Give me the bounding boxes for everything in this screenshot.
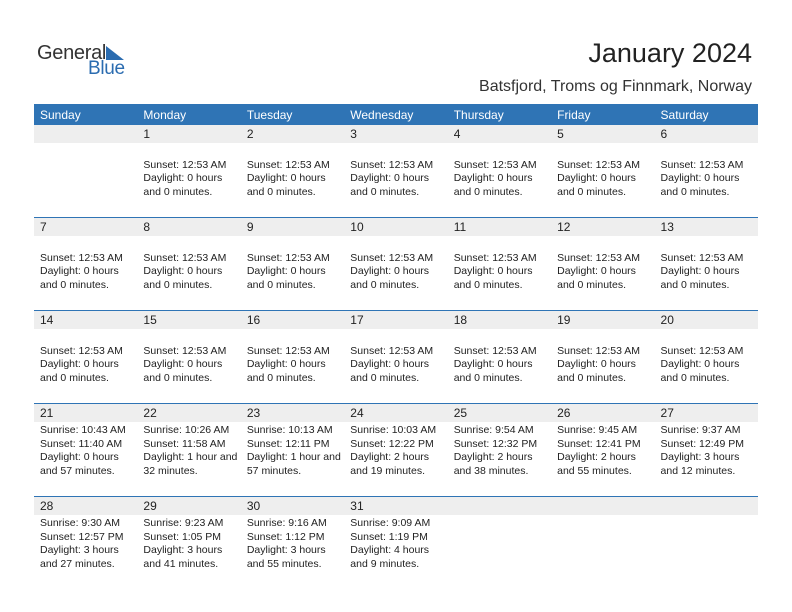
day-info-line: Sunset: 12:53 AM — [246, 158, 330, 171]
day-info-line: Daylight: 2 hours — [350, 451, 430, 463]
day-info-line: and 0 minutes. — [143, 185, 213, 198]
day-info-line: Sunset: 11:58 AM — [143, 437, 226, 450]
day-info-line: Daylight: 0 hours — [143, 172, 223, 184]
day-info-line: Sunset: 12:53 AM — [350, 251, 434, 264]
day-info-line: Sunset: 12:53 AM — [246, 344, 330, 357]
day-info-line: Daylight: 2 hours — [557, 451, 636, 463]
day-info-line: and 0 minutes. — [453, 278, 523, 291]
day-number: 17 — [344, 311, 447, 330]
day-info-line: and 0 minutes. — [143, 371, 213, 384]
day-info-line: Daylight: 0 hours — [246, 265, 326, 277]
day-info-line: Sunset: 1:05 PM — [143, 530, 222, 543]
day-info-line: Daylight: 0 hours — [40, 358, 119, 370]
day-info-line: Daylight: 0 hours — [246, 358, 326, 370]
day-number: 19 — [551, 311, 654, 330]
day-cell-details — [241, 515, 344, 573]
day-number: 10 — [344, 218, 447, 237]
day-info-line: Daylight: 0 hours — [40, 451, 119, 463]
day-info-line: and 9 minutes. — [350, 557, 420, 570]
day-number: 30 — [241, 497, 344, 516]
day-info-line — [661, 145, 758, 159]
day-info-line: Daylight: 0 hours — [557, 358, 636, 370]
day-cell-details — [551, 143, 654, 218]
weekday-header-tuesday: Tuesday — [241, 104, 344, 125]
day-info-line: Sunset: 12:53 AM — [453, 158, 537, 171]
day-number: 29 — [137, 497, 240, 516]
day-number: 4 — [448, 125, 551, 143]
day-info-line: Sunset: 12:53 AM — [660, 251, 744, 264]
day-info-line: Sunrise: 9:30 AM — [40, 517, 120, 529]
day-info-line: Sunrise: 9:09 AM — [350, 517, 431, 529]
week-day-number-row — [34, 404, 758, 423]
day-cell-details — [551, 329, 654, 404]
day-cell-details — [655, 236, 758, 311]
day-cell-details — [241, 236, 344, 311]
day-info-line: and 0 minutes. — [660, 185, 730, 198]
day-info-line: Daylight: 2 hours — [453, 451, 533, 463]
day-info-line — [143, 145, 240, 159]
day-info-line: Sunset: 12:53 AM — [453, 251, 537, 264]
day-number: 8 — [137, 218, 240, 237]
day-cell-details — [34, 515, 137, 573]
day-info-line: Daylight: 0 hours — [660, 358, 740, 370]
day-cell-details — [448, 236, 551, 311]
day-info-line: and 0 minutes. — [557, 278, 626, 291]
day-info-line: Daylight: 0 hours — [557, 265, 636, 277]
day-info-line: and 0 minutes. — [453, 185, 523, 198]
day-info-line: and 0 minutes. — [246, 371, 316, 384]
day-info-line: Sunset: 12:53 AM — [350, 158, 434, 171]
weekday-header-row — [34, 104, 758, 125]
calendar-table — [34, 104, 758, 573]
day-cell-details — [34, 422, 137, 497]
day-info-line — [350, 331, 447, 345]
page-title: January 2024 — [588, 38, 752, 68]
day-cell-details — [448, 422, 551, 497]
day-number — [448, 497, 551, 516]
day-info-line: Sunset: 12:57 PM — [40, 530, 124, 543]
day-info-line: Sunrise: 9:23 AM — [143, 517, 224, 529]
day-number: 20 — [655, 311, 758, 330]
day-cell-details — [241, 422, 344, 497]
day-info-line — [454, 145, 551, 159]
day-info-line: Daylight: 0 hours — [453, 358, 533, 370]
day-info-line — [454, 238, 551, 252]
weekday-header-wednesday: Wednesday — [344, 104, 447, 125]
day-info-line: Sunrise: 9:16 AM — [246, 517, 327, 529]
day-info-line: Daylight: 0 hours — [40, 265, 119, 277]
week-info-row — [34, 329, 758, 404]
day-info-line: Daylight: 0 hours — [453, 265, 533, 277]
day-number: 27 — [655, 404, 758, 423]
day-cell-details — [34, 329, 137, 404]
logo-general-text: General — [37, 42, 107, 64]
day-info-line: Sunset: 12:53 AM — [453, 344, 537, 357]
day-info-line: and 27 minutes. — [40, 557, 115, 570]
day-info-line: Daylight: 4 hours — [350, 544, 430, 556]
day-info-line: and 0 minutes. — [246, 185, 316, 198]
day-info-line: Daylight: 0 hours — [350, 265, 430, 277]
day-info-line: Sunset: 11:40 AM — [40, 437, 123, 450]
day-info-line: and 0 minutes. — [40, 278, 109, 291]
week-day-number-row — [34, 311, 758, 330]
day-info-line: Daylight: 0 hours — [246, 172, 326, 184]
weekday-header-thursday: Thursday — [448, 104, 551, 125]
day-info-line: and 38 minutes. — [453, 464, 529, 477]
week-info-row — [34, 422, 758, 497]
day-number: 31 — [344, 497, 447, 516]
day-info-line: 32 minutes. — [143, 464, 198, 477]
day-cell-details — [448, 515, 551, 573]
day-number: 18 — [448, 311, 551, 330]
day-info-line: Sunset: 12:53 AM — [143, 344, 227, 357]
day-info-line: Sunset: 12:32 PM — [453, 437, 538, 450]
weekday-header-friday: Friday — [551, 104, 654, 125]
day-cell-details — [344, 422, 447, 497]
day-info-line — [661, 238, 758, 252]
day-info-line: Sunrise: 10:43 AM — [40, 424, 126, 436]
day-cell-details — [137, 515, 240, 573]
day-info-line: Daylight: 1 hour and — [143, 451, 238, 463]
day-number: 1 — [137, 125, 240, 143]
week-day-number-row — [34, 497, 758, 516]
day-number — [655, 497, 758, 516]
day-number: 23 — [241, 404, 344, 423]
weekday-header-monday: Monday — [137, 104, 240, 125]
day-cell-details — [34, 143, 137, 218]
day-info-line — [247, 145, 344, 159]
day-number — [551, 497, 654, 516]
day-info-line: Daylight: 3 hours — [246, 544, 326, 556]
day-cell-details — [241, 329, 344, 404]
day-info-line: Sunset: 12:41 PM — [557, 437, 641, 450]
day-info-line: Daylight: 3 hours — [40, 544, 119, 556]
day-info-line: Sunset: 12:53 AM — [557, 158, 640, 171]
day-info-line — [143, 238, 240, 252]
day-cell-details — [137, 143, 240, 218]
day-cell-details — [655, 422, 758, 497]
day-info-line: and 0 minutes. — [350, 371, 420, 384]
day-info-line — [557, 145, 654, 159]
day-info-line: and 55 minutes. — [246, 557, 322, 570]
day-number: 2 — [241, 125, 344, 143]
day-cell-details — [448, 329, 551, 404]
day-cell-details — [551, 422, 654, 497]
day-info-line: 57 minutes. — [246, 464, 302, 477]
weekday-header-sunday: Sunday — [34, 104, 137, 125]
day-info-line: and 41 minutes. — [143, 557, 219, 570]
week-info-row — [34, 236, 758, 311]
day-info-line: Daylight: 3 hours — [143, 544, 223, 556]
day-number: 13 — [655, 218, 758, 237]
day-number: 22 — [137, 404, 240, 423]
day-cell-details — [34, 236, 137, 311]
day-cell-details — [137, 236, 240, 311]
day-info-line: Sunrise: 9:37 AM — [660, 424, 741, 436]
day-info-line — [350, 238, 447, 252]
day-info-line: Sunset: 12:53 AM — [40, 344, 123, 357]
day-info-line — [247, 238, 344, 252]
day-number: 9 — [241, 218, 344, 237]
day-info-line — [661, 331, 758, 345]
day-number: 12 — [551, 218, 654, 237]
day-info-line — [454, 331, 551, 345]
day-number: 7 — [34, 218, 137, 237]
day-number: 6 — [655, 125, 758, 143]
day-info-line: Sunset: 12:53 AM — [143, 251, 227, 264]
day-info-line: Sunset: 12:53 AM — [660, 344, 744, 357]
day-info-line: and 0 minutes. — [350, 185, 420, 198]
location-subtitle: Batsfjord, Troms og Finnmark, Norway — [479, 78, 752, 95]
day-info-line: Daylight: 0 hours — [350, 172, 430, 184]
day-cell-details — [241, 143, 344, 218]
day-cell-details — [137, 422, 240, 497]
day-cell-details — [344, 515, 447, 573]
day-info-line: and 57 minutes. — [40, 464, 115, 477]
day-info-line: Sunrise: 10:03 AM — [350, 424, 437, 436]
day-info-line: and 0 minutes. — [557, 371, 626, 384]
day-info-line: and 0 minutes. — [453, 371, 523, 384]
day-info-line: Daylight: 0 hours — [660, 172, 740, 184]
day-number: 3 — [344, 125, 447, 143]
day-info-line: Sunrise: 10:26 AM — [143, 424, 230, 436]
day-info-line: Daylight: 3 hours — [660, 451, 740, 463]
day-number: 28 — [34, 497, 137, 516]
logo-blue-text: Blue — [88, 58, 125, 79]
day-info-line: Daylight: 0 hours — [350, 358, 430, 370]
day-info-line: Sunset: 1:19 PM — [350, 530, 428, 543]
day-cell-details — [655, 143, 758, 218]
day-info-line — [557, 331, 654, 345]
day-info-line: and 12 minutes. — [660, 464, 736, 477]
day-info-line: Sunrise: 9:45 AM — [557, 424, 638, 436]
day-cell-details — [344, 236, 447, 311]
day-cell-details — [551, 515, 654, 573]
day-info-line: and 0 minutes. — [557, 185, 626, 198]
day-info-line: Daylight: 0 hours — [453, 172, 533, 184]
week-info-row — [34, 143, 758, 218]
day-info-line: Daylight: 0 hours — [143, 265, 223, 277]
day-info-line: Sunset: 12:53 AM — [350, 344, 434, 357]
calendar-body — [34, 125, 758, 573]
day-info-line: and 19 minutes. — [350, 464, 425, 477]
day-info-line: Sunrise: 9:54 AM — [453, 424, 534, 436]
day-info-line: Sunset: 12:22 PM — [350, 437, 434, 450]
day-number: 21 — [34, 404, 137, 423]
day-info-line: Sunrise: 10:13 AM — [246, 424, 333, 436]
day-info-line: and 0 minutes. — [660, 371, 730, 384]
week-day-number-row — [34, 218, 758, 237]
day-number: 26 — [551, 404, 654, 423]
day-number: 16 — [241, 311, 344, 330]
week-day-number-row — [34, 125, 758, 143]
day-number: 24 — [344, 404, 447, 423]
day-number: 5 — [551, 125, 654, 143]
day-info-line — [40, 238, 137, 252]
day-info-line: Sunset: 12:53 AM — [40, 251, 123, 264]
day-cell-details — [655, 329, 758, 404]
day-cell-details — [655, 515, 758, 573]
day-info-line: and 0 minutes. — [143, 278, 213, 291]
day-info-line: Sunset: 12:53 AM — [660, 158, 744, 171]
day-info-line: Sunset: 12:53 AM — [143, 158, 227, 171]
day-info-line: Daylight: 1 hour and — [246, 451, 341, 463]
day-info-line: Daylight: 0 hours — [557, 172, 636, 184]
day-number: 14 — [34, 311, 137, 330]
day-number: 11 — [448, 218, 551, 237]
week-info-row — [34, 515, 758, 573]
day-cell-details — [344, 329, 447, 404]
day-info-line: Sunset: 12:53 AM — [246, 251, 330, 264]
day-info-line — [557, 238, 654, 252]
day-cell-details — [137, 329, 240, 404]
day-info-line — [350, 145, 447, 159]
day-info-line — [40, 331, 137, 345]
day-cell-details — [448, 143, 551, 218]
weekday-header-saturday: Saturday — [655, 104, 758, 125]
day-info-line: Sunset: 12:53 AM — [557, 251, 640, 264]
day-number: 25 — [448, 404, 551, 423]
day-info-line: and 55 minutes. — [557, 464, 632, 477]
day-info-line: and 0 minutes. — [246, 278, 316, 291]
day-info-line: Sunset: 12:49 PM — [660, 437, 744, 450]
day-info-line: Daylight: 0 hours — [143, 358, 223, 370]
day-info-line: Daylight: 0 hours — [660, 265, 740, 277]
day-info-line: Sunset: 12:53 AM — [557, 344, 640, 357]
day-info-line: and 0 minutes. — [350, 278, 420, 291]
day-cell-details — [551, 236, 654, 311]
day-info-line: and 0 minutes. — [660, 278, 730, 291]
day-info-line — [247, 331, 344, 345]
day-info-line: Sunset: 12:11 PM — [246, 437, 330, 450]
day-info-line: Sunset: 1:12 PM — [246, 530, 325, 543]
logo — [37, 42, 137, 82]
day-number — [34, 125, 137, 143]
day-info-line: and 0 minutes. — [40, 371, 109, 384]
day-cell-details — [344, 143, 447, 218]
day-number: 15 — [137, 311, 240, 330]
day-info-line — [143, 331, 240, 345]
